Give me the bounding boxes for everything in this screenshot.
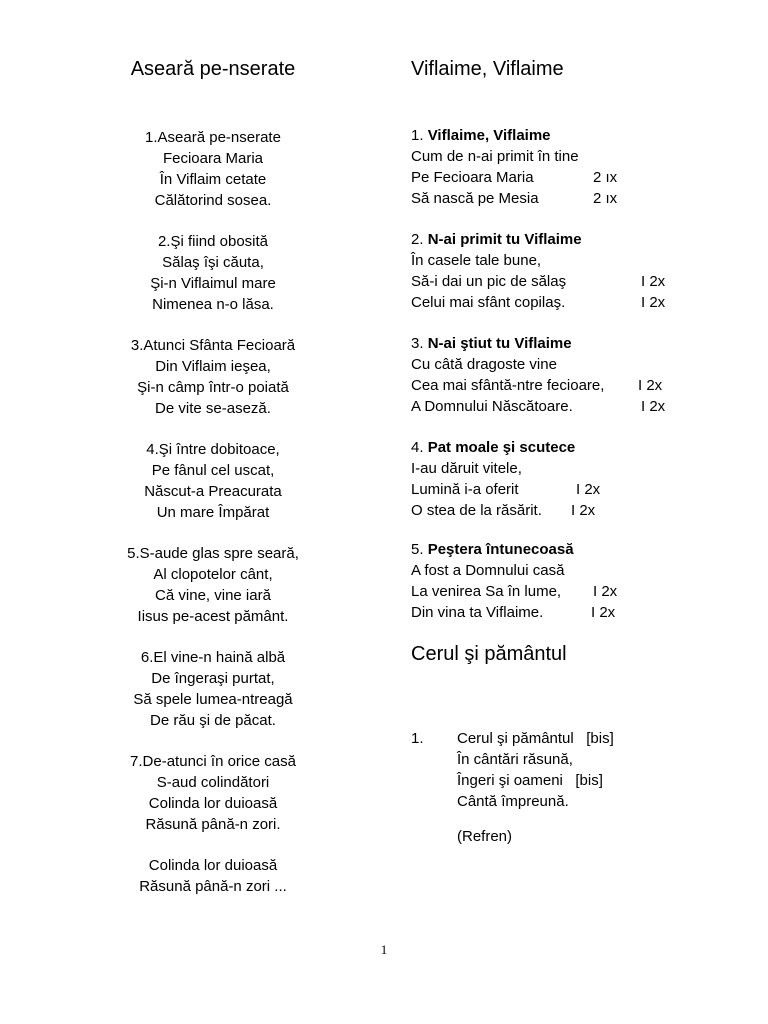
right-column	[411, 58, 731, 847]
lyric-line: 7.De-atunci în orice casă	[130, 753, 296, 770]
stanza-head-text: Viflaime, Viflaime	[427, 127, 551, 144]
stanza-number: 4.	[411, 439, 424, 456]
left-column	[88, 58, 338, 917]
refrain-label: (Refren)	[457, 828, 513, 845]
left-stanzas	[88, 127, 338, 897]
lyric-text: I-au dăruit vitele,	[411, 460, 522, 477]
lyric-line: 1.Aseară pe-nserate	[145, 129, 281, 146]
lyric-line: În cântări răsună,	[457, 751, 573, 768]
lyric-text: A Domnului Născătoare.	[411, 398, 573, 415]
lyric-line: Cântă împreună.	[457, 793, 569, 810]
stanza-heading	[411, 125, 731, 146]
lyric-line: De vite se-aseză.	[155, 400, 271, 417]
lyric-line: Că vine, vine iară	[155, 587, 271, 604]
lyric-line: Fecioara Maria	[162, 150, 264, 167]
lyric-line	[411, 375, 731, 396]
lyric-line	[411, 354, 731, 375]
lyric-line	[411, 271, 731, 292]
repeat-mark: 2 ıx	[593, 190, 618, 207]
repeat-mark: I 2x	[593, 583, 618, 600]
stanza-heading	[411, 229, 731, 250]
lyric-line	[411, 581, 731, 602]
lyric-line: Colinda lor duioasă	[148, 857, 278, 874]
stanza	[88, 439, 338, 523]
stanza	[411, 333, 731, 417]
lyric-line: Să spele lumea-ntreagă	[133, 691, 293, 708]
lyric-text: Cea mai sfântă-ntre fecioare,	[411, 377, 605, 394]
stanza-number: 1.	[411, 730, 424, 747]
lyric-line: Nimenea n-o lăsa.	[152, 296, 274, 313]
song-title-cerul: Cerul şi pământul	[411, 643, 567, 665]
lyric-line: Şi-n câmp într-o poiată	[137, 379, 289, 396]
stanza	[88, 335, 338, 419]
stanza-heading	[411, 539, 731, 560]
stanza	[88, 751, 338, 835]
page-number: 1	[380, 942, 388, 957]
lyric-line: De rău şi de păcat.	[150, 712, 276, 729]
lyric-line: Călătorind sosea.	[154, 192, 272, 209]
lyric-line: Cerul şi pământul [bis]	[457, 730, 614, 747]
lyric-text: Cum de n-ai primit în tine	[411, 148, 579, 165]
stanza-number: 2.	[411, 231, 424, 248]
lyric-text: Să-i dai un pic de sălaş	[411, 273, 567, 290]
lyric-line: Un mare Împărat	[156, 504, 270, 521]
repeat-mark: I 2x	[576, 481, 601, 498]
lyric-text: La venirea Sa în lume,	[411, 583, 562, 600]
stanza	[88, 231, 338, 315]
lyric-line: Colinda lor duioasă	[148, 795, 278, 812]
lyric-line	[411, 250, 731, 271]
lyric-text: O stea de la răsărit.	[411, 502, 542, 519]
lyric-line	[411, 479, 731, 500]
lyric-line: Al clopotelor cânt,	[153, 566, 273, 583]
lyric-text: Celui mai sfânt copilaş.	[411, 294, 566, 311]
lyric-line: 6.El vine-n haină albă	[140, 649, 286, 666]
lyric-text: Lumină i-a oferit	[411, 481, 519, 498]
lyric-text: Pe Fecioara Maria	[411, 169, 534, 186]
lyric-line: Şi-n Viflaimul mare	[150, 275, 276, 292]
lyric-line	[411, 396, 731, 417]
lyric-line: Născut-a Preacurata	[144, 483, 282, 500]
viflaime-stanzas	[411, 125, 731, 623]
repeat-mark: I 2x	[641, 398, 666, 415]
cerul-stanza	[411, 728, 731, 812]
lyric-line	[411, 167, 731, 188]
lyric-line	[411, 146, 731, 167]
lyric-line: 5.S-aude glas spre seară,	[127, 545, 299, 562]
lyric-line: Răsună până-n zori.	[145, 816, 281, 833]
stanza	[411, 125, 731, 209]
stanza-head-text: N-ai primit tu Viflaime	[427, 231, 582, 248]
repeat-mark: I 2x	[641, 294, 666, 311]
stanza-heading	[411, 333, 731, 354]
repeat-mark: I 2x	[571, 502, 596, 519]
stanza-number: 3.	[411, 335, 424, 352]
lyric-line: De îngeraşi purtat,	[151, 670, 275, 687]
lyric-line: Iisus pe-acest pământ.	[137, 608, 289, 625]
lyric-line: Sălaş îşi căuta,	[162, 254, 264, 271]
lyric-line: Răsună până-n zori ...	[139, 878, 287, 895]
repeat-mark: I 2x	[641, 273, 666, 290]
lyric-line: 2.Şi fiind obosită	[157, 233, 269, 250]
lyric-line: 3.Atunci Sfânta Fecioară	[130, 337, 296, 354]
stanza-head-text: Peştera întunecoasă	[427, 541, 574, 558]
stanza-head-text: Pat moale şi scutece	[427, 439, 576, 456]
lyric-text: Din vina ta Viflaime.	[411, 604, 544, 621]
stanza	[411, 539, 731, 623]
lyric-line: 4.Şi între dobitoace,	[146, 441, 280, 458]
stanza	[88, 543, 338, 627]
song-title-aseara: Aseară pe-nserate	[130, 58, 296, 80]
lyric-text: Cu câtă dragoste vine	[411, 356, 557, 373]
lyric-line: În Viflaim cetate	[159, 171, 267, 188]
stanza-number: 1.	[411, 127, 424, 144]
lyric-line: Îngeri şi oameni [bis]	[457, 772, 603, 789]
lyric-line: Din Viflaim ieşea,	[155, 358, 271, 375]
stanza	[411, 229, 731, 313]
stanza	[88, 127, 338, 211]
cerul-lines	[457, 728, 731, 812]
stanza-heading	[411, 437, 731, 458]
repeat-mark: 2 ıx	[593, 169, 618, 186]
stanza-number: 5.	[411, 541, 424, 558]
stanza	[88, 855, 338, 897]
repeat-mark: I 2x	[638, 377, 663, 394]
lyric-text: A fost a Domnului casă	[411, 562, 565, 579]
song-title-viflaime: Viflaime, Viflaime	[411, 58, 564, 80]
lyric-text: Să nască pe Mesia	[411, 190, 539, 207]
stanza-head-text: N-ai ştiut tu Viflaime	[427, 335, 572, 352]
lyric-text: În casele tale bune,	[411, 252, 542, 269]
lyric-line: S-aud colindători	[156, 774, 270, 791]
lyric-line	[411, 292, 731, 313]
lyric-line	[411, 188, 731, 209]
lyric-line	[411, 602, 731, 623]
lyric-line	[411, 500, 731, 521]
lyric-line	[411, 560, 731, 581]
lyric-line: Pe fânul cel uscat,	[151, 462, 275, 479]
lyric-line	[411, 458, 731, 479]
stanza	[88, 647, 338, 731]
repeat-mark: I 2x	[591, 604, 616, 621]
stanza	[411, 437, 731, 521]
